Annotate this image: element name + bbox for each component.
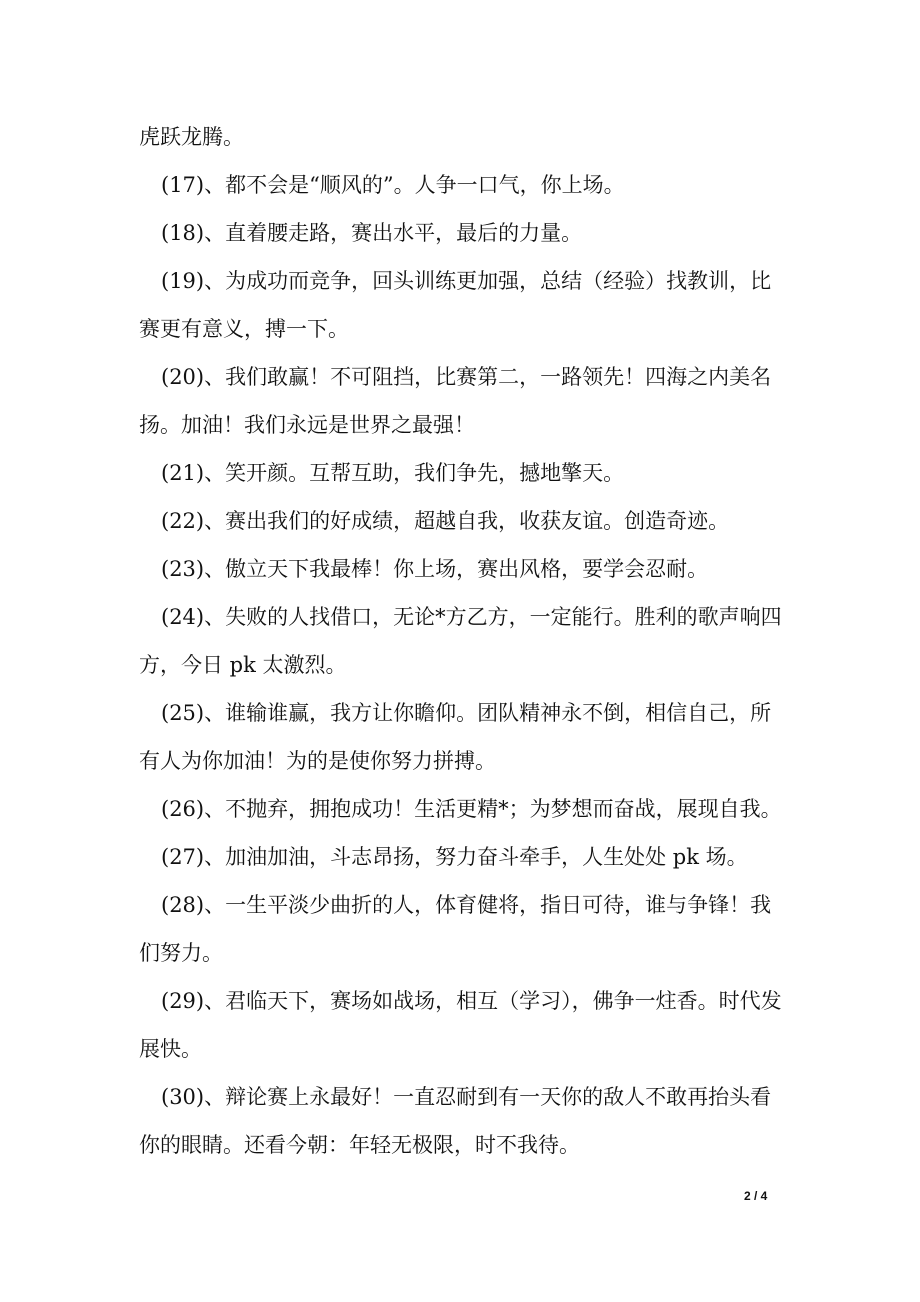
text-line: (23)、傲立天下我最棒！你上场，赛出风格，要学会忍耐。 (161, 557, 709, 581)
text-line: 有人为你加油！为的是使你努力拼搏。 (139, 749, 496, 773)
text-line: 赛更有意义，搏一下。 (139, 317, 349, 341)
text-line: (20)、我们敢赢！不可阻挡，比赛第二，一路领先！四海之内美名 (161, 365, 772, 389)
text-line: (18)、直着腰走路，赛出水平，最后的力量。 (161, 221, 583, 245)
text-line: (22)、赛出我们的好成绩，超越自我，收获友谊。创造奇迹。 (161, 509, 730, 533)
text-line: 展快。 (139, 1037, 202, 1061)
text-line: (21)、笑开颜。互帮互助，我们争先，撼地擎天。 (161, 461, 625, 485)
text-line: (24)、失败的人找借口，无论*方乙方，一定能行。胜利的歌声响四 (161, 605, 782, 629)
text-line: 们努力。 (139, 941, 223, 965)
text-line: 扬。加油！我们永远是世界之最强！ (139, 413, 475, 437)
text-line: (17)、都不会是“顺风的”。人争一口气，你上场。 (161, 173, 625, 197)
text-line: (19)、为成功而竞争，回头训练更加强，总结（经验）找教训，比 (161, 269, 772, 293)
text-line: (30)、辩论赛上永最好！一直忍耐到有一天你的敌人不敢再抬头看 (161, 1085, 772, 1109)
text-line: (28)、一生平淡少曲折的人，体育健将，指日可待，谁与争锋！我 (161, 893, 772, 917)
text-line: 你的眼睛。还看今朝：年轻无极限，时不我待。 (139, 1133, 580, 1157)
text-line: (26)、不抛弃，拥抱成功！生活更精*；为梦想而奋战，展现自我。 (161, 797, 782, 821)
text-line: (29)、君临天下，赛场如战场，相互（学习），佛争一炷香。时代发 (161, 989, 782, 1013)
document-body (139, 113, 799, 1169)
text-line: (25)、谁输谁赢，我方让你瞻仰。团队精神永不倒，相信自己，所 (161, 701, 772, 725)
text-line: (27)、加油加油，斗志昂扬，努力奋斗牵手，人生处处 pk 场。 (161, 845, 748, 869)
text-line: 虎跃龙腾。 (139, 125, 244, 149)
text-line: 方，今日 pk 太激烈。 (139, 653, 347, 677)
page-number: 2 / 4 (744, 1189, 768, 1203)
